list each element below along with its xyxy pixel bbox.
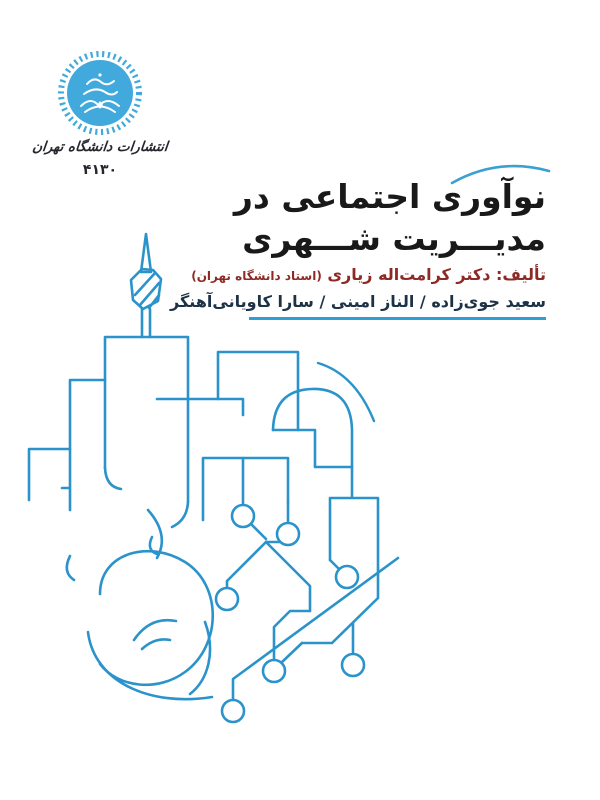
byline-affiliation-note: (استاد دانشگاه تهران) (191, 269, 322, 283)
circuit-nodes (216, 505, 364, 722)
divider-rule (249, 317, 546, 320)
title-line-2: مدیـــریت شـــهری (242, 219, 546, 258)
dome-swash-arc (318, 363, 374, 421)
title-line-1: نوآوری اجتماعی در (233, 177, 546, 216)
circuit-traces (227, 458, 398, 700)
brain-swirls (67, 510, 213, 699)
dome-arch (273, 389, 378, 643)
skyline-buildings (29, 337, 298, 527)
book-title (126, 176, 546, 260)
byline (106, 262, 546, 315)
publisher-logo (55, 48, 145, 138)
university-of-tehran-emblem-icon (55, 48, 145, 138)
byline-coauthors: سعید جوی‌زاده / الناز امینی / سارا کاویانی‌آهنگر (170, 292, 546, 311)
byline-author-line (106, 262, 546, 289)
publisher-calligraphy: انتشارات دانشگاه تهران (31, 139, 169, 155)
byline-author-main: تألیف: دکتر کرامت‌اله زیاری (327, 265, 546, 284)
publisher-code: ۴۱۳۰ (82, 162, 118, 178)
